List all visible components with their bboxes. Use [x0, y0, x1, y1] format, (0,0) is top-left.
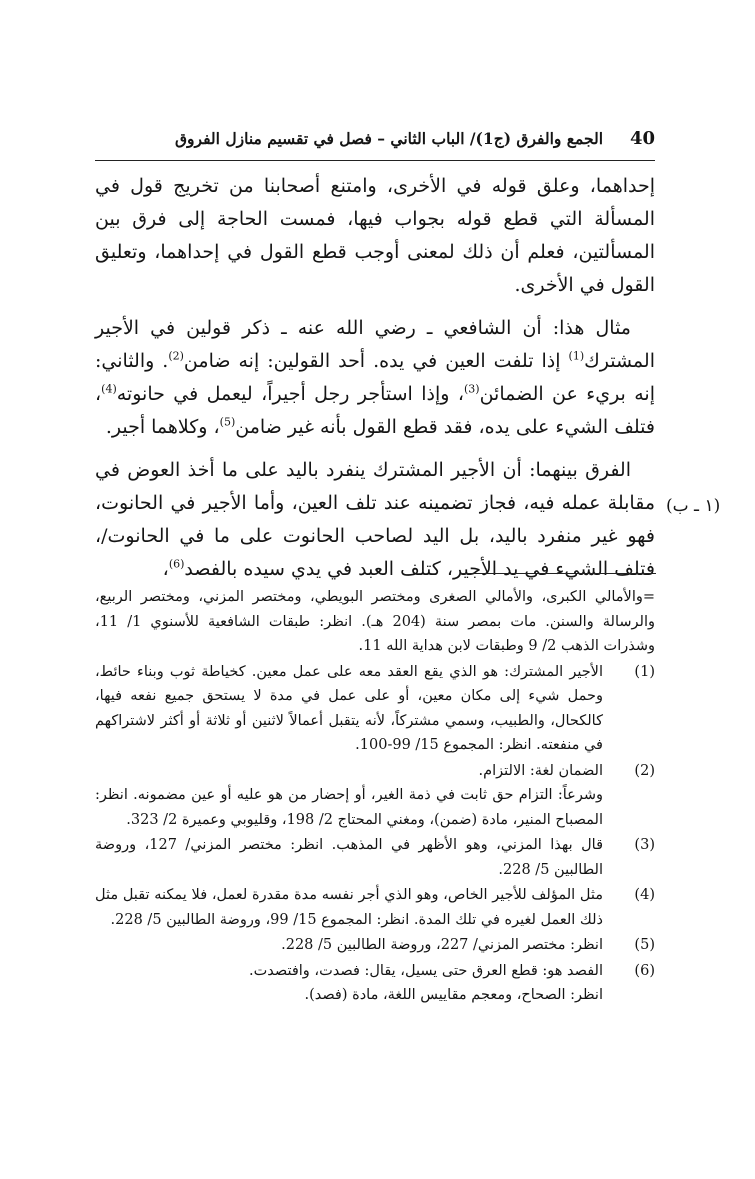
footnote-text: انظر: مختصر المزني/ 227، وروضة الطالبين 5/ 228.	[281, 937, 603, 953]
footnote-ref-4: (4)	[101, 382, 117, 396]
footnote-text: الفصد هو: قطع العرق حتى يسيل، يقال: فصدت، وافتصدت.	[249, 962, 603, 979]
footnotes	[95, 585, 655, 1008]
footnote-text-line2: انظر: الصحاح، ومعجم مقاييس اللغة، مادة (فصد).	[304, 987, 603, 1003]
footnote-number: (2)	[634, 762, 655, 779]
footnote-continuation: =والأمالي الكبرى، والأمالي الصغرى ومختصر البويطي، ومختصر المزني، ومختصر الربيع، والرسالة والسنن. مات بمصر سنة (204 هـ). انظر: طبقات الشافعية للأسنوي 1/ 11، وشذرات الذهب 2/ 9 وطبقات لابن هداية الله 11.	[95, 589, 655, 654]
page-number: 40	[629, 128, 655, 149]
running-header	[95, 126, 655, 156]
footnote-text: الأجير المشترك: هو الذي يقع العقد معه على عمل معين. كخياطة ثوب وبناء حائط، وحمل شيء إلى مكان معين، أو على عمل في مدة لا يستحق جميع نفعه فيها، كالكحال، والطبيب، وسمي مشتركاً، لأنه يتقبل أعمالاً لاثنين أو ثلاثة أو أكثر لاشتراكهم في منفعته. انظر: المجموع 15/ 99-100.	[95, 663, 603, 753]
footnote-number: (6)	[634, 962, 655, 979]
footnote-ref-2: (2)	[168, 349, 184, 363]
footnote-6	[95, 959, 655, 1008]
footnote-text-line2: وشرعاً: التزام حق ثابت في ذمة الغير، أو إحضار من هو عليه أو عين مضمونه. انظر: المصباح المنير، مادة (ضمن)، ومغني المحتاج 2/ 198، وقليوبي وعميرة 2/ 323.	[95, 787, 603, 828]
footnote-text: مثل المؤلف للأجير الخاص، وهو الذي أجر نفسه مدة مقدرة لعمل، فلا يمكنه تقبل مثل ذلك العمل لغيره في تلك المدة. انظر: المجموع 15/ 99، وروضة الطالبين 5/ 228.	[95, 887, 603, 928]
manuscript-folio-note: (١ ـ ب)	[666, 496, 721, 516]
footnote-number: (1)	[634, 663, 655, 680]
running-title: الجمع والفرق (ج1)/ الباب الثاني – فصل في تقسيم منازل الفروق	[175, 129, 603, 148]
footnote-4	[95, 883, 655, 932]
main-text	[95, 170, 655, 596]
footnote-text: الضمان لغة: الالتزام.	[478, 762, 603, 779]
footnote-3	[95, 833, 655, 882]
footnote-number: (3)	[634, 837, 655, 853]
footnote-ref-3: (3)	[463, 382, 480, 396]
footnote-text: قال بهذا المزني، وهو الأظهر في المذهب. انظر: مختصر المزني/ 127، وروضة الطالبين 5/ 228.	[95, 837, 603, 878]
paragraph-2: مثال هذا: أن الشافعي ـ رضي الله عنه ـ ذكر قولين في الأجير المشترك$^{(1)}$ إذا تلفت العين في يده. أحد القولين: إنه ضامن$^{(2)}$. والثاني: إنه بريء عن الضمائن$^{(3)}$، وإذا استأجر رجل أجيراً، ليعمل في حانوته$^{(4)}$، فتلف الشيء على يده، فقد قطع القول بأنه غير ضامن$^{(5)}$، وكلاهما أجير.	[95, 317, 656, 438]
footnote-1	[95, 660, 655, 758]
footnote-2	[95, 759, 655, 833]
footnote-number: (4)	[634, 887, 655, 903]
footnote-ref-1: (1)	[568, 349, 585, 363]
footnote-ref-6: (6)	[168, 557, 185, 571]
footnote-5	[95, 933, 655, 958]
footnote-number: (5)	[634, 937, 655, 953]
footnote-ref-5: (5)	[219, 415, 236, 429]
header-rule	[95, 160, 655, 161]
paragraph-1: إحداهما، وعلق قوله في الأخرى، وامتنع أصحابنا من تخريج قول في المسألة التي قطع قوله بجواب فيها، فمست الحاجة إلى فرق بين المسألتين، فعلم أن ذلك لمعنى أوجب قطع القول في إحداهما، وتعليق القول في الأخرى.	[95, 175, 655, 296]
footnote-separator	[460, 573, 656, 574]
paragraph-3: الفرق بينهما: أن الأجير المشترك ينفرد باليد على ما أخذ العوض في مقابلة عمله فيه، فجاز تضمينه عند تلف العين، وأما الأجير في الحانوت، فهو غير منفرد باليد، بل اليد لصاحب الحانوت على ما في الحانوت/، فتلف الشيء في يد الأجير، كتلف العبد في يدي سيده بالفصد$^{(6)}$،	[95, 459, 655, 580]
